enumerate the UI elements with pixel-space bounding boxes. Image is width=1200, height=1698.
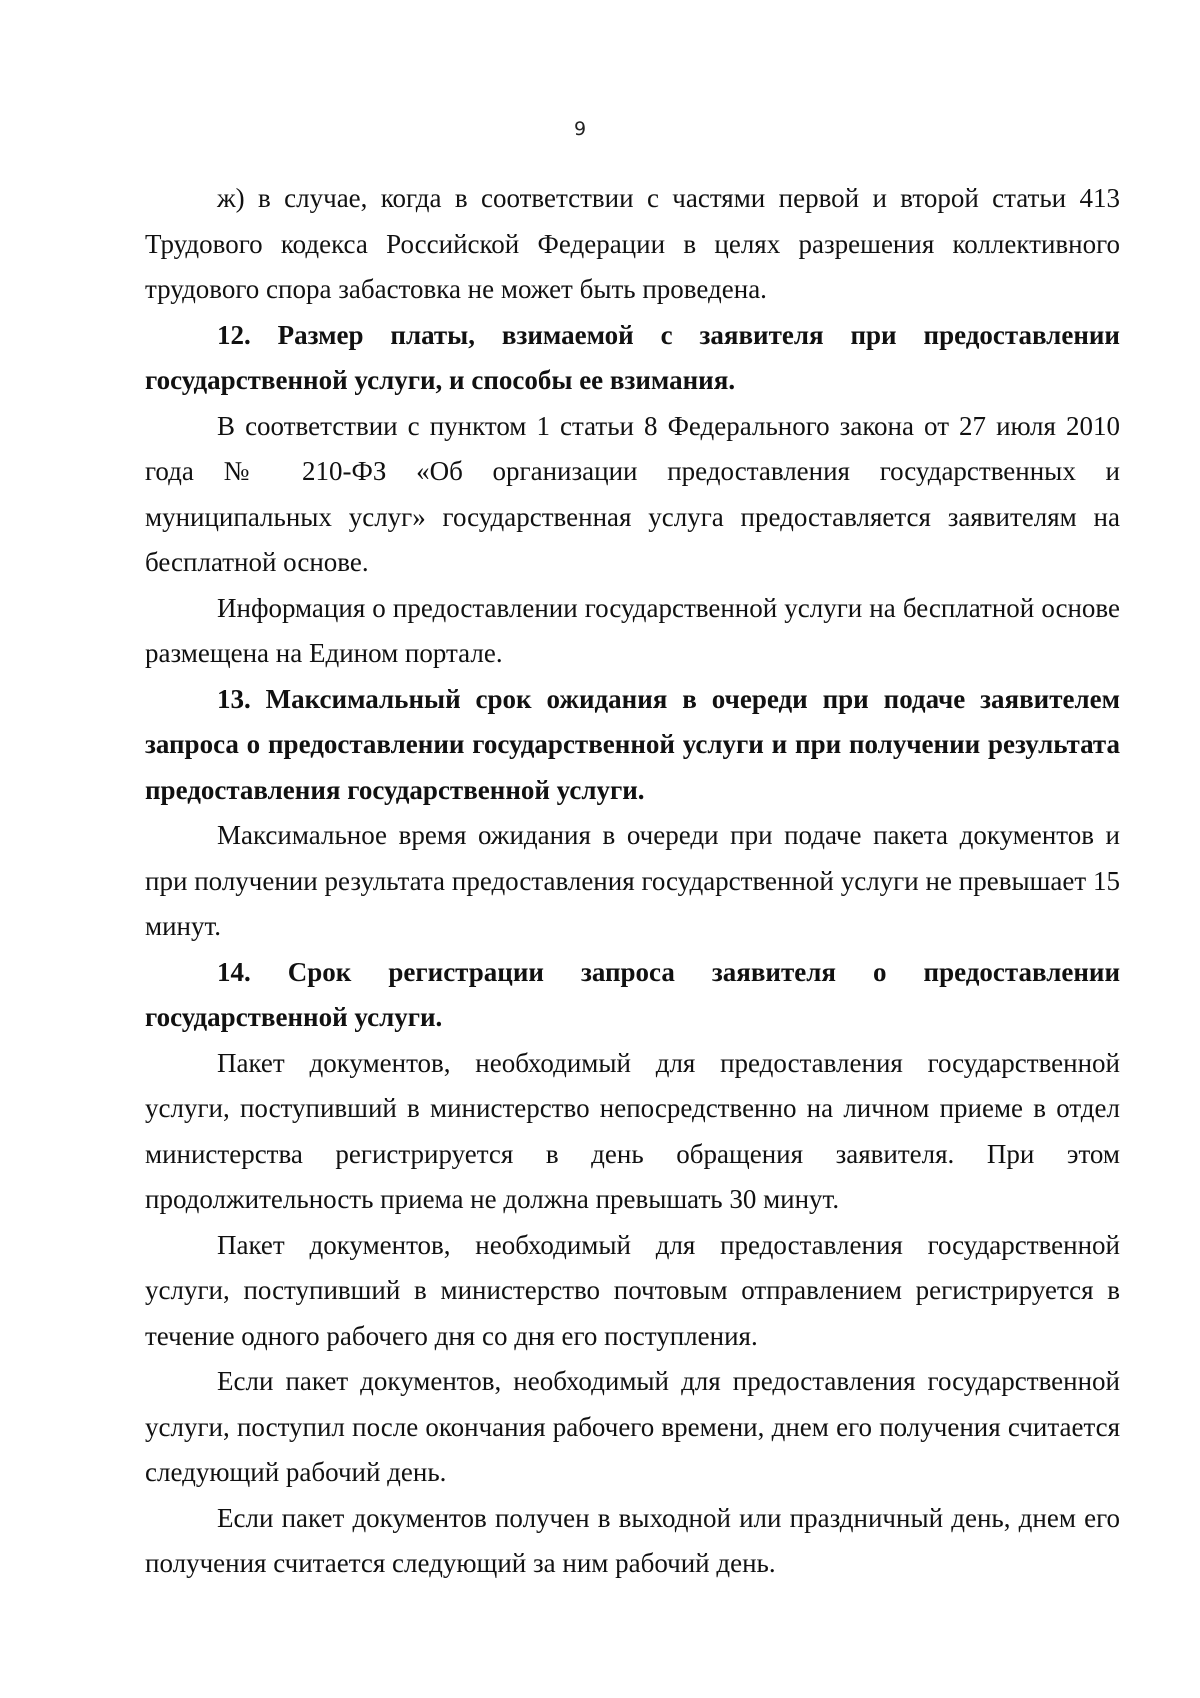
paragraph-registration-mail: Пакет документов, необходимый для предоставления государственной услуги, поступивший в министерство почтовым отправлением регистрируется в течение одного рабочего дня со дня его поступления. [145,1229,1120,1351]
paragraph-holiday: Если пакет документов получен в выходной или праздничный день, днем его получения считается следующий за ним рабочий день. [145,1502,1120,1578]
section-heading-13: 13. Максимальный срок ожидания в очереди при подаче заявителем запроса о предоставлении государственной услуги и при получении результата предоставления государственной услуги. [145,683,1120,805]
page-number: 9 [573,118,587,140]
paragraph-after-hours: Если пакет документов, необходимый для предоставления государственной услуги, поступил после окончания рабочего времени, днем его получения считается следующий рабочий день. [145,1366,1120,1487]
document-body [145,176,1120,1587]
paragraph-zh: ж) в случае, когда в соответствии с частями первой и второй статьи 413 Трудового кодекса Российской Федерации в целях разрешения коллективного трудового спора забастовка не может быть проведена. [145,183,1120,304]
section-heading-12: 12. Размер платы, взимаемой с заявителя при предоставлении государственной услуги, и способы ее взимания. [145,319,1120,395]
paragraph-registration-in-person: Пакет документов, необходимый для предоставления государственной услуги, поступивший в министерство непосредственно на личном приеме в отдел министерства регистрируется в день обращения заявителя. При этом продолжительность приема не должна превышать 30 минут. [145,1047,1120,1214]
section-heading-14: 14. Срок регистрации запроса заявителя о предоставлении государственной услуги. [145,956,1120,1032]
paragraph-fee-law: В соответствии с пунктом 1 статьи 8 Федерального закона от 27 июля 2010 года № 210-ФЗ «Об организации предоставления государственных и муниципальных услуг» государственная услуга предоставляется заявителям на бесплатной основе. [145,410,1120,577]
paragraph-fee-portal: Информация о предоставлении государственной услуги на бесплатной основе размещена на Едином портале. [145,592,1120,668]
paragraph-queue-time: Максимальное время ожидания в очереди при подаче пакета документов и при получении результата предоставления государственной услуги не превышает 15 минут. [145,820,1120,941]
